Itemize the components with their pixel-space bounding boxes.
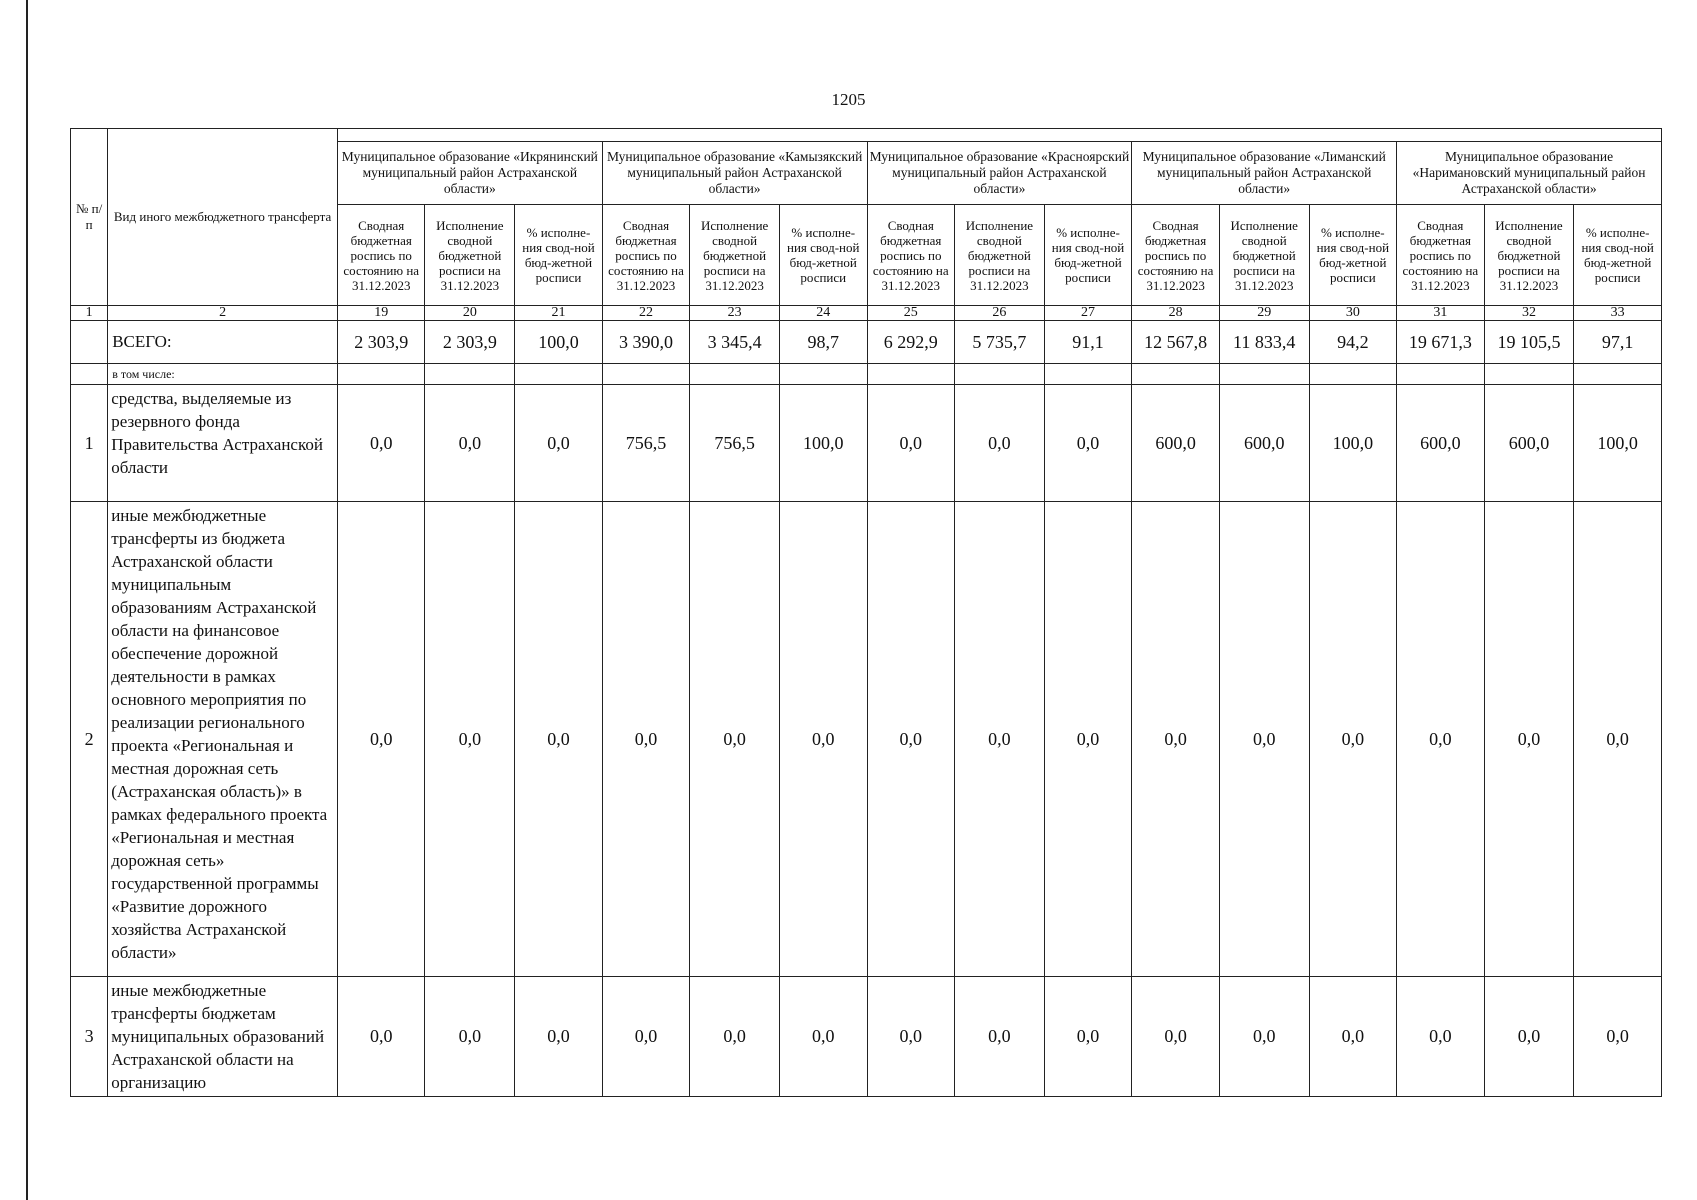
empty-cell xyxy=(1484,364,1574,385)
header-execution: Исполнение сводной бюджетной росписи на 31.12.2023 xyxy=(955,205,1045,306)
header-execution-percent: % исполне-ния свод-ной бюд-жетной росписи xyxy=(1309,205,1397,306)
total-value: 3 390,0 xyxy=(602,321,690,364)
data-value: 0,0 xyxy=(779,502,867,977)
total-value: 5 735,7 xyxy=(955,321,1045,364)
data-value: 0,0 xyxy=(779,977,867,1097)
column-number: 21 xyxy=(515,306,603,321)
column-number: 1 xyxy=(71,306,108,321)
data-value: 100,0 xyxy=(779,385,867,502)
data-value: 0,0 xyxy=(337,977,425,1097)
header-execution-percent: % исполне-ния свод-ной бюд-жетной росписи xyxy=(515,205,603,306)
data-value: 0,0 xyxy=(1219,977,1309,1097)
data-value: 0,0 xyxy=(1132,502,1220,977)
header-execution: Исполнение сводной бюджетной росписи на 31.12.2023 xyxy=(425,205,515,306)
group-kamyzyaksky: Муниципальное образование «Камызякский муниципальный район Астраханской области» xyxy=(602,142,867,205)
header-execution: Исполнение сводной бюджетной росписи на 31.12.2023 xyxy=(1484,205,1574,306)
header-execution: Исполнение сводной бюджетной росписи на 31.12.2023 xyxy=(690,205,780,306)
data-value: 0,0 xyxy=(337,385,425,502)
total-value: 97,1 xyxy=(1574,321,1662,364)
column-number: 31 xyxy=(1397,306,1485,321)
group-ikryaninsky: Муниципальное образование «Икрянинский муниципальный район Астраханской области» xyxy=(337,142,602,205)
data-value: 0,0 xyxy=(515,977,603,1097)
row-number: 1 xyxy=(71,385,108,502)
data-value: 0,0 xyxy=(1397,502,1485,977)
column-number: 28 xyxy=(1132,306,1220,321)
transfer-type-label: средства, выделяемые из резервного фонда Правительства Астраханской области xyxy=(108,385,338,502)
data-value: 0,0 xyxy=(1044,385,1132,502)
data-value: 0,0 xyxy=(690,977,780,1097)
empty-cell xyxy=(1397,364,1485,385)
column-number: 27 xyxy=(1044,306,1132,321)
data-value: 0,0 xyxy=(690,502,780,977)
total-value: 12 567,8 xyxy=(1132,321,1220,364)
empty-cell xyxy=(867,364,955,385)
page-number: 1205 xyxy=(831,90,866,109)
data-value: 0,0 xyxy=(1309,977,1397,1097)
column-number: 32 xyxy=(1484,306,1574,321)
empty-cell xyxy=(425,364,515,385)
group-narimanovsky: Муниципальное образование «Наримановский муниципальный район Астраханской области» xyxy=(1397,142,1662,205)
data-value: 0,0 xyxy=(602,977,690,1097)
column-number: 20 xyxy=(425,306,515,321)
header-execution-percent: % исполне-ния свод-ной бюд-жетной росписи xyxy=(1574,205,1662,306)
data-value: 756,5 xyxy=(602,385,690,502)
group-limansky: Муниципальное образование «Лиманский муниципальный район Астраханской области» xyxy=(1132,142,1397,205)
header-transfer-type: Вид иного межбюджетного трансферта xyxy=(108,129,338,306)
column-number: 24 xyxy=(779,306,867,321)
data-value: 600,0 xyxy=(1132,385,1220,502)
column-number: 19 xyxy=(337,306,425,321)
total-value: 19 671,3 xyxy=(1397,321,1485,364)
column-number: 23 xyxy=(690,306,780,321)
data-value: 0,0 xyxy=(425,977,515,1097)
total-value: 2 303,9 xyxy=(425,321,515,364)
data-value: 0,0 xyxy=(1132,977,1220,1097)
empty-cell xyxy=(1132,364,1220,385)
total-value: 11 833,4 xyxy=(1219,321,1309,364)
data-value: 600,0 xyxy=(1219,385,1309,502)
header-budget-plan: Сводная бюджетная роспись по состоянию на 31.12.2023 xyxy=(602,205,690,306)
data-value: 0,0 xyxy=(515,502,603,977)
transfers-table xyxy=(70,128,1662,1097)
column-number: 29 xyxy=(1219,306,1309,321)
empty-cell xyxy=(1219,364,1309,385)
empty-cell xyxy=(1309,364,1397,385)
column-number: 33 xyxy=(1574,306,1662,321)
data-value: 100,0 xyxy=(1574,385,1662,502)
transfer-type-label: иные межбюджетные трансферты бюджетам муниципальных образований Астраханской области на организацию xyxy=(108,977,338,1097)
data-value: 0,0 xyxy=(1484,502,1574,977)
data-value: 0,0 xyxy=(1397,977,1485,1097)
header-budget-plan: Сводная бюджетная роспись по состоянию на 31.12.2023 xyxy=(867,205,955,306)
header-row-number: № п/п xyxy=(71,129,108,306)
data-value: 0,0 xyxy=(955,977,1045,1097)
page-edge-line xyxy=(26,0,28,1200)
data-value: 100,0 xyxy=(1309,385,1397,502)
total-value: 98,7 xyxy=(779,321,867,364)
column-number: 30 xyxy=(1309,306,1397,321)
empty-cell xyxy=(690,364,780,385)
header-budget-plan: Сводная бюджетная роспись по состоянию на 31.12.2023 xyxy=(1132,205,1220,306)
total-value: 94,2 xyxy=(1309,321,1397,364)
empty-cell xyxy=(779,364,867,385)
header-execution: Исполнение сводной бюджетной росписи на 31.12.2023 xyxy=(1219,205,1309,306)
data-value: 0,0 xyxy=(867,502,955,977)
subtotal-no xyxy=(71,364,108,385)
data-value: 0,0 xyxy=(1574,502,1662,977)
empty-cell xyxy=(1044,364,1132,385)
data-value: 0,0 xyxy=(425,502,515,977)
total-no xyxy=(71,321,108,364)
total-value: 19 105,5 xyxy=(1484,321,1574,364)
empty-cell xyxy=(515,364,603,385)
total-value: 2 303,9 xyxy=(337,321,425,364)
header-budget-plan: Сводная бюджетная роспись по состоянию на 31.12.2023 xyxy=(337,205,425,306)
total-value: 91,1 xyxy=(1044,321,1132,364)
data-value: 0,0 xyxy=(867,385,955,502)
header-top-band xyxy=(337,129,1661,142)
data-value: 0,0 xyxy=(1219,502,1309,977)
data-value: 0,0 xyxy=(867,977,955,1097)
row-number: 2 xyxy=(71,502,108,977)
data-value: 0,0 xyxy=(1044,977,1132,1097)
data-value: 756,5 xyxy=(690,385,780,502)
data-value: 0,0 xyxy=(955,502,1045,977)
data-value: 0,0 xyxy=(1574,977,1662,1097)
header-budget-plan: Сводная бюджетная роспись по состоянию на 31.12.2023 xyxy=(1397,205,1485,306)
empty-cell xyxy=(955,364,1045,385)
row-number: 3 xyxy=(71,977,108,1097)
data-value: 0,0 xyxy=(602,502,690,977)
total-value: 100,0 xyxy=(515,321,603,364)
data-value: 600,0 xyxy=(1397,385,1485,502)
data-value: 0,0 xyxy=(515,385,603,502)
data-value: 0,0 xyxy=(1484,977,1574,1097)
column-number: 2 xyxy=(108,306,338,321)
column-number: 22 xyxy=(602,306,690,321)
transfer-type-label: иные межбюджетные трансферты из бюджета Астраханской области муниципальным образованиям Астраханской области на финансовое обеспечение дорожной деятельности в рамках основного мероприятия по реализации регионального проекта «Региональная и местная дорожная сеть (Астраханская область)» в рамках федерального проекта «Региональная и местная дорожная сеть» государственной программы «Развитие дорожного хозяйства Астраханской области» xyxy=(108,502,338,977)
total-value: 6 292,9 xyxy=(867,321,955,364)
empty-cell xyxy=(337,364,425,385)
empty-cell xyxy=(602,364,690,385)
data-value: 0,0 xyxy=(337,502,425,977)
subtotal-label: в том числе: xyxy=(108,364,338,385)
data-value: 0,0 xyxy=(1309,502,1397,977)
data-value: 600,0 xyxy=(1484,385,1574,502)
data-value: 0,0 xyxy=(425,385,515,502)
data-value: 0,0 xyxy=(1044,502,1132,977)
total-label: ВСЕГО: xyxy=(108,321,338,364)
header-execution-percent: % исполне-ния свод-ной бюд-жетной росписи xyxy=(1044,205,1132,306)
data-value: 0,0 xyxy=(955,385,1045,502)
column-number: 26 xyxy=(955,306,1045,321)
total-value: 3 345,4 xyxy=(690,321,780,364)
header-execution-percent: % исполне-ния свод-ной бюд-жетной росписи xyxy=(779,205,867,306)
group-krasnoyarsky: Муниципальное образование «Красноярский муниципальный район Астраханской области» xyxy=(867,142,1132,205)
column-number: 25 xyxy=(867,306,955,321)
empty-cell xyxy=(1574,364,1662,385)
